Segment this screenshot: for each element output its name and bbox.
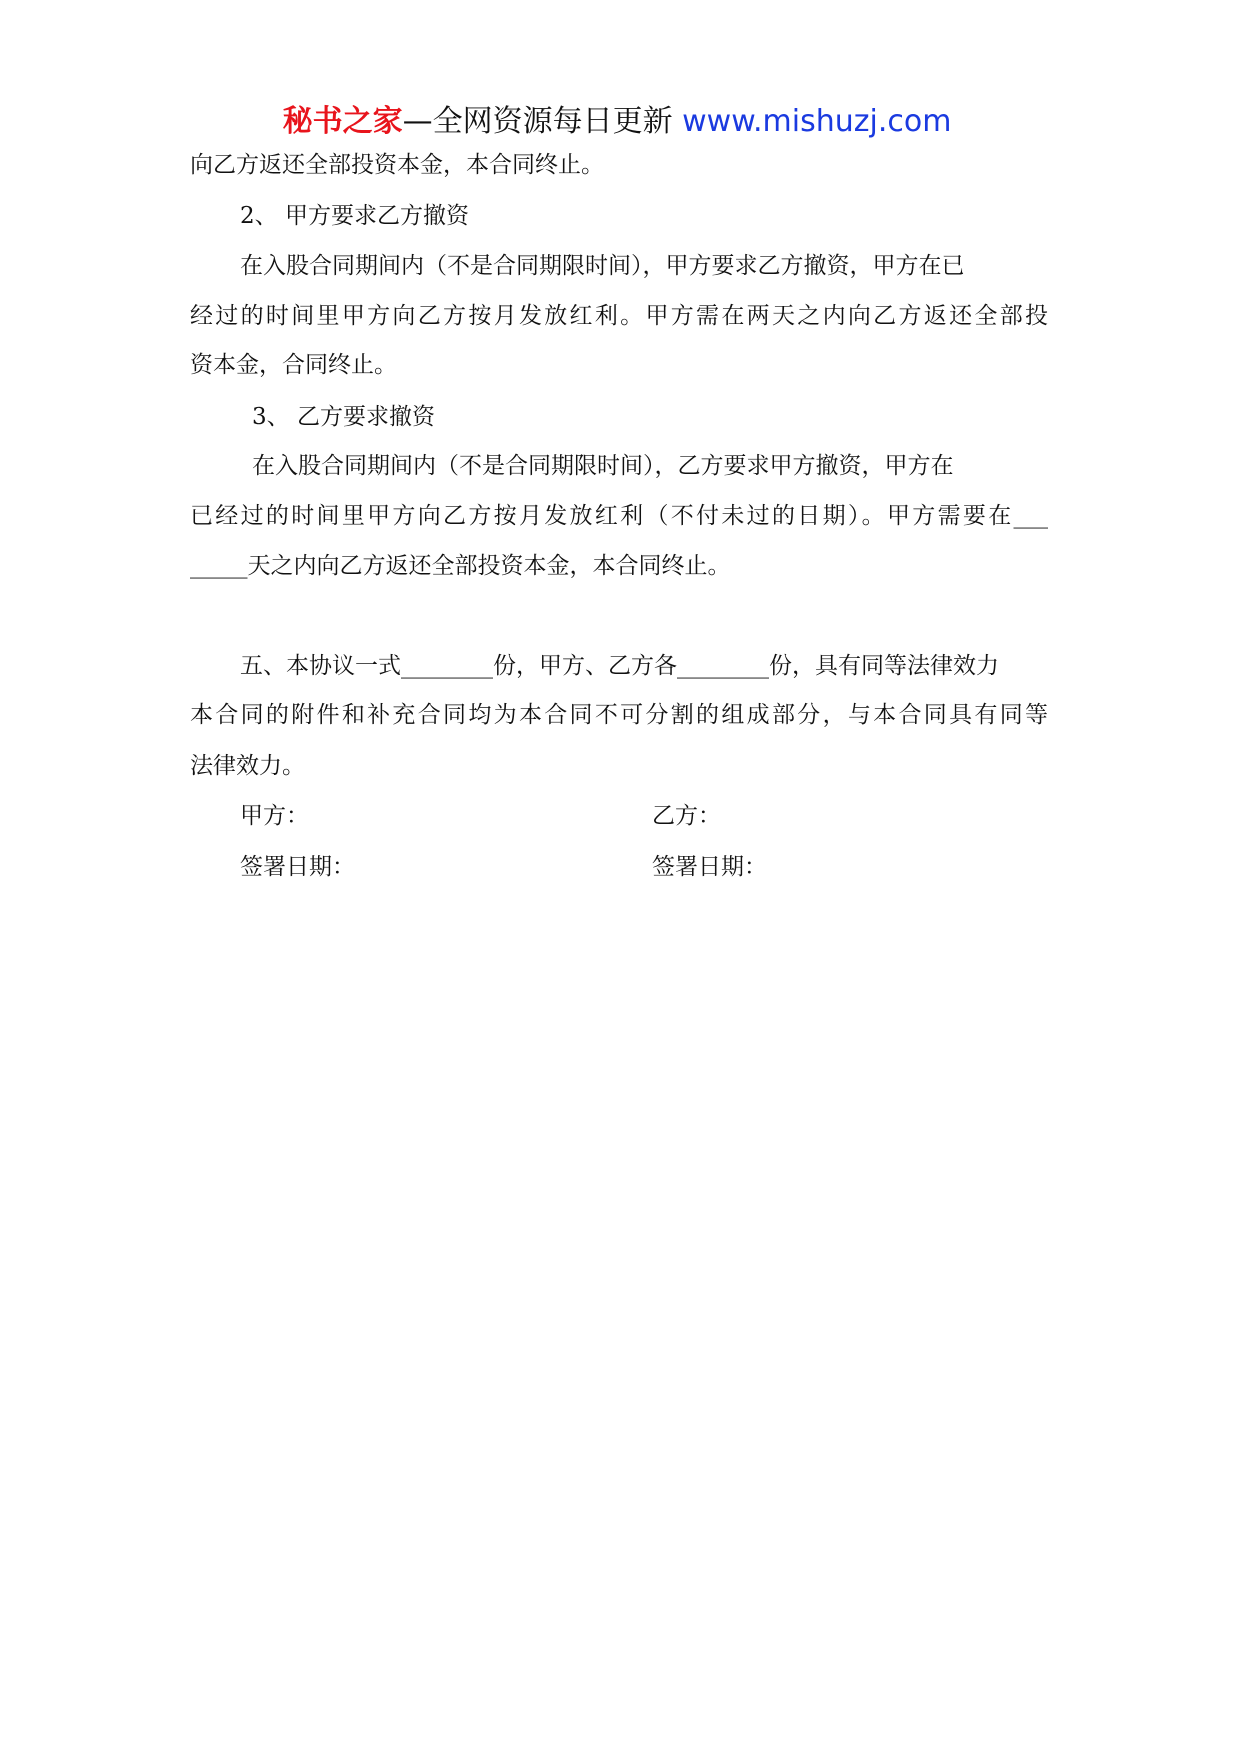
body-line: 向乙方返还全部投资本金，本合同终止。	[190, 152, 604, 178]
body-line: 资本金，合同终止。	[190, 352, 397, 378]
body-line: 经过的时间里甲方向乙方按月发放红利。甲方需在两天之内向乙方返还全部投	[190, 303, 1048, 329]
header-tagline: —全网资源每日更新	[402, 104, 673, 139]
party-b-date-label: 签署日期：	[652, 854, 767, 880]
body-line: 本合同的附件和补充合同均为本合同不可分割的组成部分，与本合同具有同等	[190, 702, 1048, 728]
body-line: 五、本协议一式________份，甲方、乙方各________份，具有同等法律效力	[240, 653, 999, 679]
header-url[interactable]: www.mishuzj.com	[682, 104, 952, 139]
section-heading: 3、 乙方要求撤资	[252, 404, 435, 430]
site-header	[0, 102, 1234, 142]
header-brand: 秘书之家	[282, 104, 403, 139]
body-line: 在入股合同期间内（不是合同期限时间），乙方要求甲方撤资，甲方在	[252, 453, 954, 479]
party-a-label: 甲方：	[240, 803, 309, 829]
section-heading: 2、 甲方要求乙方撤资	[240, 203, 469, 229]
body-line: 法律效力。	[190, 753, 305, 779]
body-line: 已经过的时间里甲方向乙方按月发放红利（不付未过的日期）。甲方需要在___	[190, 503, 1048, 529]
body-line: _____天之内向乙方返还全部投资本金，本合同终止。	[190, 553, 731, 579]
body-line: 在入股合同期间内（不是合同期限时间），甲方要求乙方撤资，甲方在已	[240, 253, 965, 279]
party-b-label: 乙方：	[652, 803, 721, 829]
party-a-date-label: 签署日期：	[240, 854, 355, 880]
